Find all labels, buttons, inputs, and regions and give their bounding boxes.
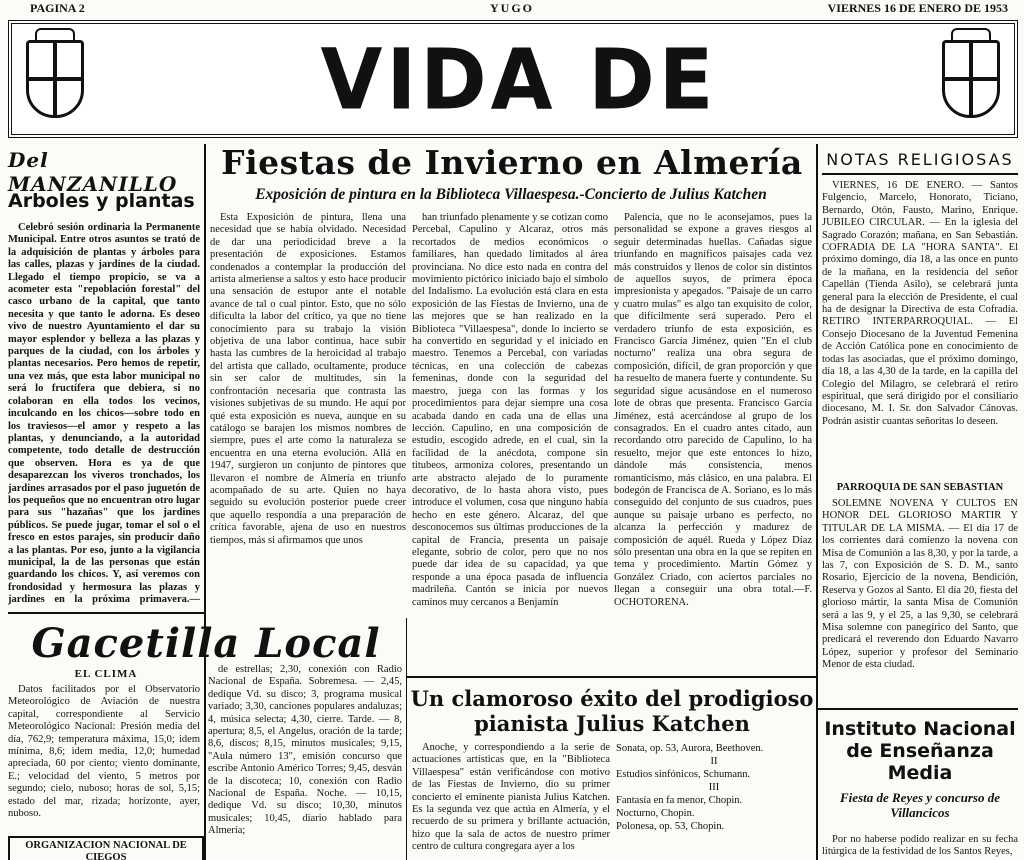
article-paragraph: Esta Exposición de pintura, llena una necesidad que se había olvidado. Necesidad de dar una periodicidad breve a la presentación de exposiciones. Estamos condenados a contemplar la producción del artista almeriense a saltos y esto hace producir una sensación de estupor ante el notable avance de tal o cual pintor. Esto, que no sólo dificulta la labor del crítico, ya que no tiene conocimiento para su trabajo la visión objetiva de una labor continua, hace subir hasta las cumbres de la heroicidad al trabajo del artista que callado, ocultamente, produce sin ser calor de multitudes, sin la confrontación necesaria que contrasta las visiones subjetivas de su mundo. He aquí por qué esta exposición es nueva, aunque en su catálogo se barajen los mismos nombres de siempre, pues el arte como la naturaleza se encuentra en una eterna evolución. Allá en 1947, surgieron un conjunto de pintores que llevaron el nombre de Almería en triunfo acompañado de su arte. Quien no haya seguido su evolución posterior puede creer que aquello respondía a una preparación de crítica favorable, ajena de uso en nuestros tiempos, más si afirmamos que unos [210, 212, 406, 546]
section-rule [8, 612, 204, 614]
issue-date: VIERNES 16 DE ENERO DE 1953 [827, 1, 1008, 15]
concierto-program [616, 742, 812, 860]
program-item: Nocturno, Chopin. [616, 808, 695, 819]
instituto-body [822, 834, 1018, 860]
column-rule [816, 144, 818, 860]
org-box: ORGANIZACION NACIONAL DE CIEGOS [8, 836, 204, 860]
column-rule [406, 618, 407, 860]
section-title-manzanillo: Del MANZANILLO [8, 148, 178, 196]
concierto-body [412, 742, 610, 860]
instituto-paragraph: Por no haberse podido realizar en su fecha litúrgica de la festividad de los Santos Reyes, [822, 834, 1018, 858]
article-column-1 [210, 212, 406, 612]
parroquia-title: PARROQUIA DE SAN SEBASTIAN [836, 482, 1004, 493]
headline-concierto: Un clamoroso éxito del prodigioso pianista Julius Katchen [410, 686, 814, 736]
headline-arboles: Arboles y plantas [8, 190, 195, 212]
masthead-title: VIDA DE [320, 30, 718, 129]
clima-title: EL CLIMA [74, 668, 138, 680]
article-body-arboles [8, 222, 200, 608]
program-item: Estudios sinfónicos, Schumann. [616, 769, 751, 780]
subheadline-fiestas: Exposición de pintura en la Biblioteca Villaespesa.-Concierto de Julius Katchen [255, 186, 767, 203]
program-part: II [710, 756, 718, 767]
program-item: Sonata, op. 53, Aurora, Beethoven. [616, 743, 764, 754]
concierto-paragraph: Anoche, y correspondiendo a la serie de actuaciones artísticas que, en la "Biblioteca Villaespesa" están verificándose con motivo de las Fiestas de Invierno, dio su primer concierto el eminente pianista Julius Katchen. Es la segunda vez que actúa en Almería, y el recuerdo de su primera y brillante actuación, hizo que la sala de actos de nuestro primer centro de cultura congregara ayer a los [412, 742, 610, 853]
article-paragraph: Palencia, que no le aconsejamos, pues la personalidad se expone a graves riesgos al seguir determinadas huellas. Cañadas sigue triunfando en magníficos paisajes cada vez más construidos y llenos de color sin distintos de aquellos suyos, de primera época impresionista y apegados. "Paisaje de un carro y cuatro mulas" es algo tan exquisito de color, que difícilmente será superado. Pero el verdadero triunfo de esta exposición, es Francisco García Jiménez, quien "En el club nocturno" realiza una obra segura de composición, difícil, de gran proporción y que ha resuelto de manera fuerte y contundente. Su seguridad sigue acusándose en el numeroso lote de obras que presenta. Francisco García Jiménez, está acercándose al grupo de los consagrados. En el cuadro antes citado, aun recordando otro parecido de Capulino, lo ha resuelto, mejor que este entonces lo hizo, dándole más consistencia, menos romanticismo, más clásico, en una palabra. El bodegón de Francisca de A. Soriano, es lo más conseguido del conjunto de sus cuadros, pues aunque su paisaje urbano es perfecto, no alcanza la perfección y madurez de composición de aquél. Rueda y López Díaz sólo presentan una obra en la que se repiten en tema y procedimiento. Martín Gómez y González Criado, con aciertos parciales no llegan a conseguir una obra total.—F. OCHOTORENA. [614, 212, 812, 608]
article-paragraph: han triunfado plenamente y se cotizan como Percebal, Capulino y Alcaraz, otros más recortados de medios económicos o familiares, han quedado limitados al área provinciana. No dice esto nada en contra del movimiento pictórico iniciado bajo el símbolo del Indalismo. La evolución está clara en esta exposición de las Fiestas de Invierno, una de las mejores que se han realizado en la Biblioteca "Villaespesa", donde lo incierto se ha convertido en seguridad y el iniciado en maestro. Tenemos a Percebal, con variadas técnicas, en una colección de cabezas femeninas, donde con la seguridad del maestro, juega con las formas y los procedimientos para dejar siempre una cosa acabada dando en cada una de ellas una lección. Capulino, en una composición de estudio, escogido adrede, en el cual, sin la facilidad de la anécdota, compone sin titubeos, armoniza colores, presentando un arte abstracto alejado de lo puramente decorativo, de lo hasta ahora visto, pues introduce el volumen, cosa que ninguno había hecho en este género. Alcaraz, del que desconocemos sus últimas producciones de la capital de Francia, presenta un paisaje elegante, sobrio de color, pero que no nos puede dar idea de su capacidad, ya que responde a una época pasada de influencia madrileña. Cantón se inicia por nuevos caminos muy cercanos a Benjamín [412, 212, 608, 608]
page-header [0, 0, 1024, 18]
page-number: PAGINA 2 [30, 1, 85, 15]
article-paragraph: Celebró sesión ordinaria la Permanente Municipal. Entre otros asuntos se trató de la adquisición de plantas y árboles para las calles, plazas y jardines de la ciudad. Llegado el tiempo propicio, se va a acometer esta "repoblación forestal" del casco urbano de la capital, que tanto necesita y que tanto le adorna. Es deseo vivo de nuestro Ayuntamiento el dar su mayor esplendor y belleza a las plazas y parques de la ciudad, con los árboles y plantas necesarios. Pero hemos de repetir, una vez más, que esta labor municipal no será lo fructífera que debiera, si no colaboran en ella todos los vecinos, inculcando en los chicos—sobre todo en los traviesos—el amor y respeto a las plantas, y denunciando, a la autoridad competente, todo detalle de destrucción que observen. Hora es ya de que desaparezcan los viveros tronchados, los jardines arrasados por el paso juguetón de los pequeños que no encuentran otro lugar para sus "hazañas" que los jardines públicos. Se puede jugar, tomar el sol o el fresco en estos parajes, sin producir daño a las plantas. Por eso, junto a la vigilancia municipal, la de las personas que están guardando los chicos. Y, así veremos con frondosidad y hermosura las plazas y jardines en la próxima primavera.— [8, 222, 200, 606]
article-column-2 [412, 212, 608, 680]
coat-of-arms-icon [26, 40, 84, 118]
parroquia-paragraph: SOLEMNE NOVENA Y CULTOS EN HONOR DEL GLORIOSO MARTIR Y TITULAR DE LA MISMA. — El día 17 de los corrientes dará comienzo la novena con Misa de Comunión a las 8,30, y por la tarde, a las 7, con Exposición de S. D. M., santo Rosario, Ejercicio de la novena, Bendición, Reserva y Gozos al Santo. El día 20, fiesta del glorioso mártir, la santa Misa de Comunión será a las 9, y el 25, a las 9,30, se celebrará Misa solemne con panegírico del Santo, que predicará el reverendo don Eduardo Navarro López, superior y profesor del Seminario Menor de esta ciudad. [822, 498, 1018, 671]
notas-body [822, 180, 1018, 480]
parroquia-body [822, 498, 1018, 704]
radio-body [208, 664, 402, 860]
clima-paragraph: Datos facilitados por el Observatorio Meteorológico de Aviación de nuestra capital, correspondiente al Servicio Meteorológico Nacional: Presión media del día, 762,9; temperatura máxima, 15,0; idem mínima, 8,6; idem media, 12,0; humedad apreciada, 60 por ciento; viento dominante, E.; velocidad del viento, 5 metros por segundo; cielo, nuboso; horas de sol, 5,15; estado del mar, rizada; horizonte, ayer, nuboso. [8, 684, 200, 820]
section-title-notas: NOTAS RELIGIOSAS [822, 150, 1018, 175]
column-rule [204, 144, 206, 860]
masthead [8, 20, 1018, 138]
headline-instituto: Instituto Nacional de Enseñanza Media [824, 718, 1016, 784]
coat-of-arms-icon [942, 40, 1000, 118]
clima-body [8, 684, 200, 832]
section-title-gacetilla: Gacetilla Local [31, 620, 381, 667]
radio-paragraph: de estrellas; 2,30, conexión con Radio Nacional de España. Sobremesa. — 2,45, dedique Vd. su disco; 3, programa musical variado; 3,30, canciones populares andaluzas; 4, música selecta; 4,30, cierre. Tarde. — 8, apertura; 8,5, el Angelus, oración de la tarde; 8,6, discos; 8,15, minutos musicales; 9,15, "Aula número 13", emisión concurso que escribe Antonio Américo Torres; 9,45, desván de la discoteca; 10, conexión con Radio Nacional de España. Noche. — 10,15, dedique Vd. su disco; 10,30, minutos musicales; 10,45, diario hablado para Almería; [208, 664, 402, 837]
section-rule [816, 708, 1018, 710]
program-part: III [708, 782, 720, 793]
newspaper-name: YUGO [490, 1, 534, 15]
program-item: Fantasía en fa menor, Chopin. [616, 795, 743, 806]
notas-paragraph: VIERNES, 16 DE ENERO. — Santos Fulgencio, Marcelo, Honorato, Ticiano, Bernardo, Otón, Fausto, Marino, Enrique. JUBILEO CIRCULAR. — En la iglesia del Sagrado Corazón; mañana, en San Sebastián. COFRADIA DE LA "HORA SANTA". El próximo domingo, día 18, a las once en punto de la mañana, en la residencia del señor Capellán (Tienda Asilo), se celebrará junta general para la elección de Presidente, el cual ha de designar la Directiva de esta Cofradía. RETIRO INTERPARROQUIAL. — El Consejo Diocesano de la Juventud Femenina de Acción Católica pone en conocimiento de todas las asociadas, que el próximo domingo, día 18, a las 4,30 de la tarde, en la capilla del Colegio del Milagro, se celebrará el retiro espiritual, que será dirigido por el consiliario diocesano, M. I. Sr. don Salvador Cánovas. Podrán asistir cuantas señoritas lo deseen. [822, 180, 1018, 427]
headline-fiestas: Fiestas de Invierno en Almería [221, 143, 803, 182]
program-item: Polonesa, op. 53, Chopin. [616, 821, 725, 832]
article-column-3 [614, 212, 812, 680]
subheadline-instituto: Fiesta de Reyes y concurso de Villancicos [840, 790, 1000, 820]
